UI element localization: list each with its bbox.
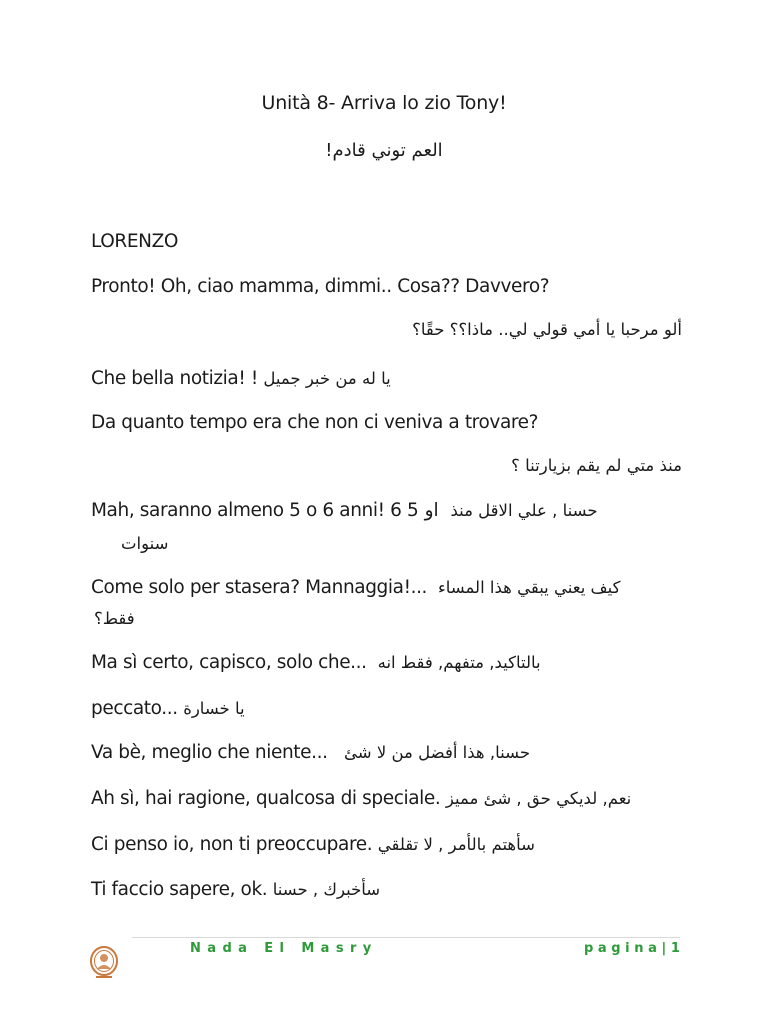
line-7-arabic: يا خسارة [183,699,245,718]
line-7-italian: peccato... [91,698,178,719]
line-8-italian: Va bè, meglio che niente... [91,742,328,763]
line-4 [91,500,691,521]
line-9 [91,788,691,809]
line-11-italian: Ti faccio sapere, ok. [91,879,268,900]
line-2-arabic: يا له من خبر جميل [263,369,391,388]
line-7 [91,698,691,719]
line-1-arabic: ألو مرحبا يا أمي قولي لي.. ماذا؟؟ حقًا؟ [412,320,682,339]
line-3-arabic: منذ متي لم يقم بزيارتنا ؟ [511,456,682,475]
footer-author: Nada El Masry [190,941,378,956]
line-4-arabic: حسنا , علي الاقل منذ [450,501,598,520]
author-logo-icon [88,945,120,981]
line-5 [91,577,691,598]
line-9-arabic: نعم, لديكي حق , شئ مميز [445,789,632,808]
line-10-arabic: سأهتم بالأمر , لا تقلقي [377,835,535,854]
line-8-arabic: حسنا, هذا أفضل من لا شئ [344,743,531,762]
line-5-italian: Come solo per stasera? Mannaggia!... [91,577,428,598]
line-6 [91,652,691,673]
speaker-name: LORENZO [91,231,179,252]
line-5-arabic-continued: فقط؟ [94,609,135,628]
line-11 [91,879,691,900]
line-10 [91,834,691,855]
line-6-italian: Ma sì certo, capisco, solo che... [91,652,367,673]
line-4-arabic-continued: سنوات [121,534,169,553]
line-5-arabic: كيف يعني يبقي هذا المساء [438,578,621,597]
line-6-arabic: بالتاكيد, متفهم, فقط انه [377,653,541,672]
line-4-italian: Mah, saranno almeno 5 o 6 anni! 6 او 5 [91,500,439,521]
line-8 [91,742,691,763]
footer-page-number: pagina|1 [584,941,685,956]
page-title-arabic: العم توني قادم! [325,140,443,161]
line-10-italian: Ci penso io, non ti preoccupare. [91,834,373,855]
line-2 [91,368,691,389]
footer-divider [132,937,680,938]
line-3-italian: Da quanto tempo era che non ci veniva a trovare? [91,412,539,433]
line-1-italian: Pronto! Oh, ciao mamma, dimmi.. Cosa?? Davvero? [91,276,550,297]
line-11-arabic: سأخبرك , حسنا [272,880,381,899]
line-2-italian: Che bella notizia! ! [91,368,258,389]
page-title: Unità 8- Arriva lo zio Tony! [261,92,507,114]
line-9-italian: Ah sì, hai ragione, qualcosa di speciale. [91,788,441,809]
